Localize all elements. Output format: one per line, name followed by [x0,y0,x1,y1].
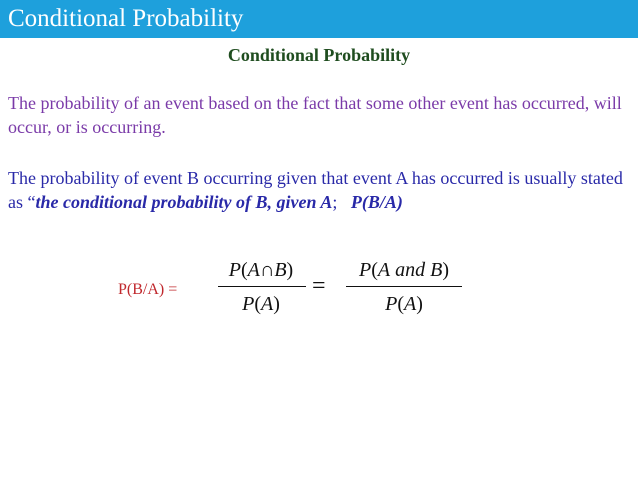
notation-lead-text: The probability of event B occurring given that event A has occurred is usually stated as “ [8,168,623,212]
definition-paragraph: The probability of an event based on the fact that some other event has occurred, will occur, or is occurring. [8,93,622,137]
symbol-b: B [274,259,287,281]
equals-sign: = [312,273,326,299]
and-word: and [395,259,426,281]
symbol-a: A [247,259,260,281]
symbol-a: A [404,293,417,315]
header-bar [0,0,638,38]
notation-separator: ; [332,192,351,212]
symbol-a: A [261,293,274,315]
fraction1-bar [218,286,306,287]
notation-paragraph [8,166,628,214]
open-paren: ( [371,259,378,281]
close-paren: ) [286,259,294,281]
close-paren: ) [416,293,423,315]
fraction1-numerator [216,258,306,282]
fraction2-numerator [344,258,464,282]
close-paren: ) [273,293,280,315]
symbol-p: P [242,293,255,315]
slide-subtitle: Conditional Probability [227,45,411,65]
formula-lhs: P(B/A) = [118,281,178,298]
intersection-symbol: ∩ [259,259,275,281]
open-paren: ( [240,259,248,281]
fraction2-bar [346,286,462,287]
fraction2-denominator [344,292,464,316]
open-paren: ( [397,293,404,315]
open-paren: ( [254,293,261,315]
symbol-a: A [377,259,391,281]
symbol-b: B [430,259,443,281]
page-title: Conditional Probability [8,5,244,32]
symbol-p: P [385,293,398,315]
fraction1-denominator [216,292,306,316]
notation-symbol: P(B/A) [350,192,403,212]
symbol-p: P [228,259,241,281]
notation-emphasis-text: the conditional probability of B, given A [35,192,333,212]
symbol-p: P [359,259,372,281]
close-paren: ) [442,259,449,281]
